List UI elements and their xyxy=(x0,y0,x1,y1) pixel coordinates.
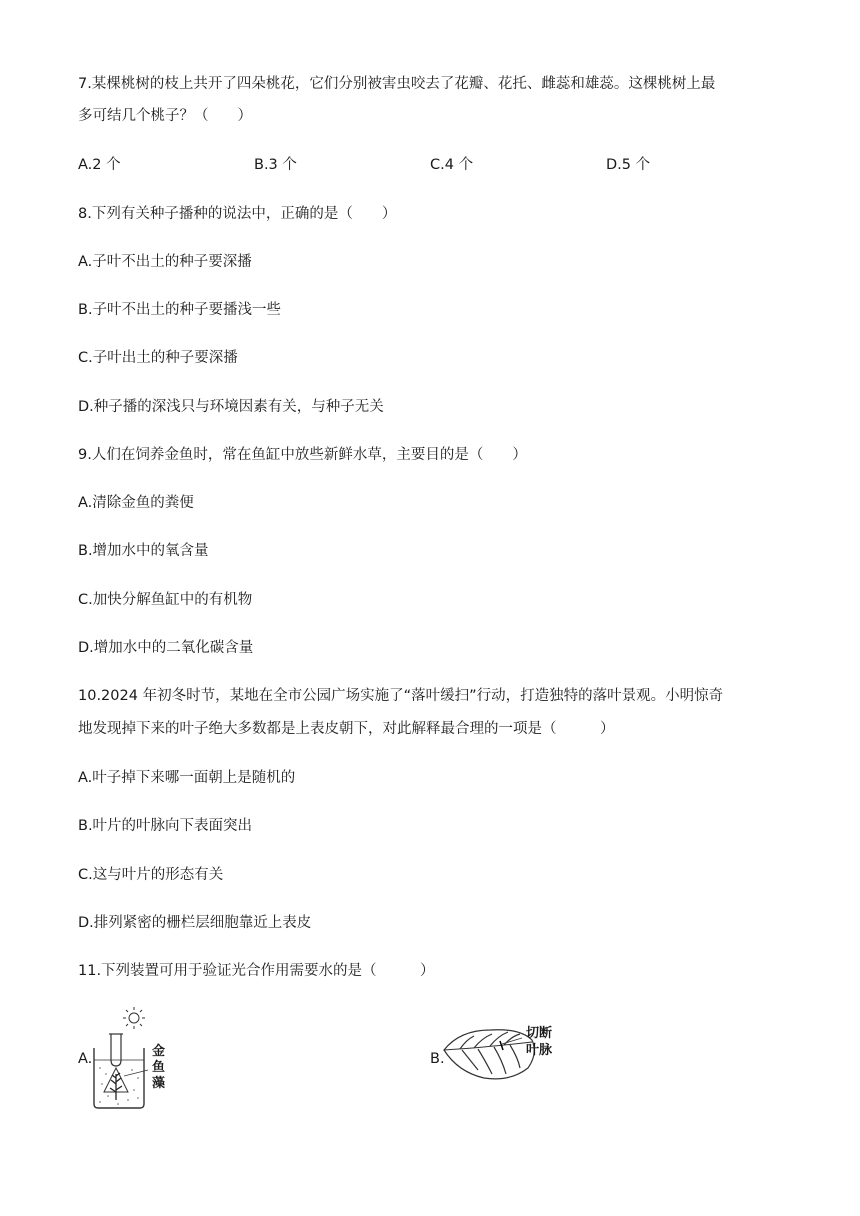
q11-option-b-cut-label: 切断 xyxy=(526,1026,553,1041)
q7-option-d[interactable]: D.5 个 xyxy=(606,157,651,173)
q7-option-a[interactable]: A.2 个 xyxy=(78,157,121,173)
q7-option-b[interactable]: B.3 个 xyxy=(254,157,297,173)
q10-option-c[interactable]: C.这与叶片的形态有关 xyxy=(78,867,224,883)
test-tube-icon xyxy=(109,1034,123,1066)
q10-stem-line1: 10.2024 年初冬时节，某地在全市公园广场实施了“落叶缓扫”行动，打造独特的落叶景观。小明惊奇 xyxy=(78,688,724,704)
q11-option-b-label[interactable]: B. xyxy=(430,1051,445,1067)
q10-stem-line2: 地发现掉下来的叶子绝大多数都是上表皮朝下，对此解释最合理的一项是（ ） xyxy=(78,721,615,737)
q9-option-d[interactable]: D.增加水中的二氧化碳含量 xyxy=(78,640,254,656)
q11-option-b-vein-label: 叶脉 xyxy=(526,1043,553,1058)
q8-option-b[interactable]: B.子叶不出土的种子要播浅一些 xyxy=(78,302,282,318)
q11-option-a-figure[interactable] xyxy=(88,1004,188,1112)
q8-stem: 8.下列有关种子播种的说法中，正确的是（ ） xyxy=(78,206,397,222)
q10-option-d[interactable]: D.排列紧密的栅栏层细胞靠近上表皮 xyxy=(78,915,312,931)
q9-option-c[interactable]: C.加快分解鱼缸中的有机物 xyxy=(78,592,253,608)
beaker-aquatic-plant-diagram xyxy=(88,1004,188,1112)
q9-stem: 9.人们在饲养金鱼时，常在鱼缸中放些新鲜水草，主要目的是（ ） xyxy=(78,447,527,463)
q11-option-b-figure[interactable] xyxy=(440,1020,560,1086)
q11-stem: 11.下列装置可用于验证光合作用需要水的是（ ） xyxy=(78,963,435,979)
q8-option-a[interactable]: A.子叶不出土的种子要深播 xyxy=(78,254,252,270)
q9-option-a[interactable]: A.清除金鱼的粪便 xyxy=(78,495,194,511)
q7-stem-line2: 多可结几个桃子？（ ） xyxy=(78,108,252,124)
q8-option-c[interactable]: C.子叶出土的种子要深播 xyxy=(78,350,238,366)
beaker-icon xyxy=(94,1048,144,1108)
q9-option-b[interactable]: B.增加水中的氧含量 xyxy=(78,543,209,559)
q11-option-a-plant-label: 金鱼藻 xyxy=(152,1044,166,1091)
sun-icon xyxy=(123,1007,145,1029)
q10-option-a[interactable]: A.叶子掉下来哪一面朝上是随机的 xyxy=(78,770,296,786)
q11-option-a-label[interactable]: A. xyxy=(78,1051,93,1067)
q10-option-b[interactable]: B.叶片的叶脉向下表面突出 xyxy=(78,818,253,834)
q7-option-c[interactable]: C.4 个 xyxy=(430,157,474,173)
leaf-icon xyxy=(444,1030,534,1079)
q7-options xyxy=(78,155,778,175)
q7-stem-line1: 7.某棵桃树的枝上共开了四朵桃花，它们分别被害虫咬去了花瓣、花托、雌蕊和雄蕊。这棵桃树上最 xyxy=(78,76,716,92)
q8-option-d[interactable]: D.种子播的深浅只与环境因素有关，与种子无关 xyxy=(78,399,384,415)
